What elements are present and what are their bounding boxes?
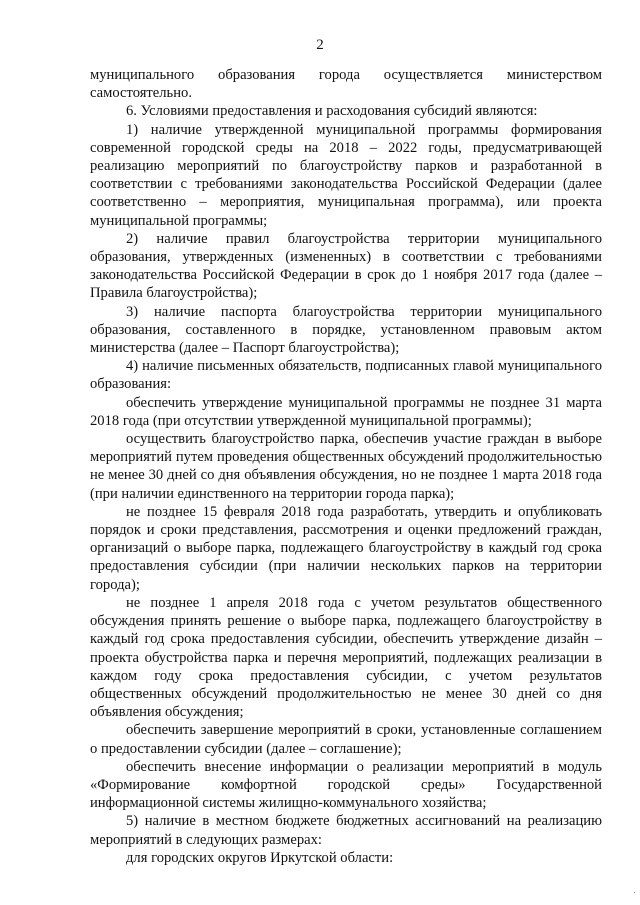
paragraph: обеспечить завершение мероприятий в сроки, установленные соглашением о предоставлении субсидии (далее – соглашение); [90,722,602,757]
paragraph: не позднее 15 февраля 2018 года разработать, утвердить и опубликовать порядок и сроки представления, рассмотрения и оценки предложений граждан, организаций о выборе парка, подлежащего благоустройству в каждый год срока предоставления субсидии (при наличии нескольких парков на территории города); [90,503,602,593]
paragraph: обеспечить утверждение муниципальной программы не позднее 31 марта 2018 года (при отсутствии утвержденной муниципальной программы); [90,394,602,429]
paragraph: 3) наличие паспорта благоустройства территории муниципального образования, составленного в порядке, установленном правовым актом министерства (далее – Паспорт благоустройства); [90,303,602,357]
page-number: 2 [316,37,324,53]
paragraph: для городских округов Иркутской области: [126,849,394,866]
paragraph: 5) наличие в местном бюджете бюджетных ассигнований на реализацию мероприятий в следующих размерах: [90,813,602,848]
paragraph: 1) наличие утвержденной муниципальной программы формирования современной городской среды на 2018 – 2022 годы, предусматривающей реализацию мероприятий по благоустройству парков и разработанной в соответствии с требованиями законодательства Российской Федерации (далее соответственно – мероприятия, муниципальная программа), или проекта муниципальной программы; [90,121,602,229]
paragraph: 4) наличие письменных обязательств, подписанных главой муниципального образования: [90,358,602,393]
document-body [90,66,602,867]
paragraph: обеспечить внесение информации о реализации мероприятий в модуль «Формирование комфортной городской среды» Государственной информационной системы жилищно-коммунального хозяйства; [90,758,602,812]
paragraph: 2) наличие правил благоустройства территории муниципального образования, утвержденных (измененных) в соответствии с требованиями законодательства Российской Федерации в срок до 1 ноября 2017 года (далее – Правила благоустройства); [90,230,602,302]
corner-mark: · [633,887,636,897]
paragraph: осуществить благоустройство парка, обеспечив участие граждан в выборе мероприятий путем проведения общественных обсуждений продолжительностью не менее 30 дней со дня объявления обсуждения, но не позднее 1 марта 2018 года (при наличии единственного на территории города парка); [90,431,602,502]
paragraph: 6. Условиями предоставления и расходования субсидий являются: [126,103,538,120]
paragraph: муниципального образования города осуществляется министерством самостоятельно. [90,67,602,102]
paragraph: не позднее 1 апреля 2018 года с учетом результатов общественного обсуждения принять решение о выборе парка, подлежащего благоустройству в каждый год срока предоставления субсидии, обеспечить утверждение дизайн – проекта обустройства парка и перечня мероприятий, подлежащих реализации в каждом году срока предоставления субсидии, с учетом результатов общественных обсуждений продолжительностью не менее 30 дней со дня объявления обсуждения; [90,594,602,721]
